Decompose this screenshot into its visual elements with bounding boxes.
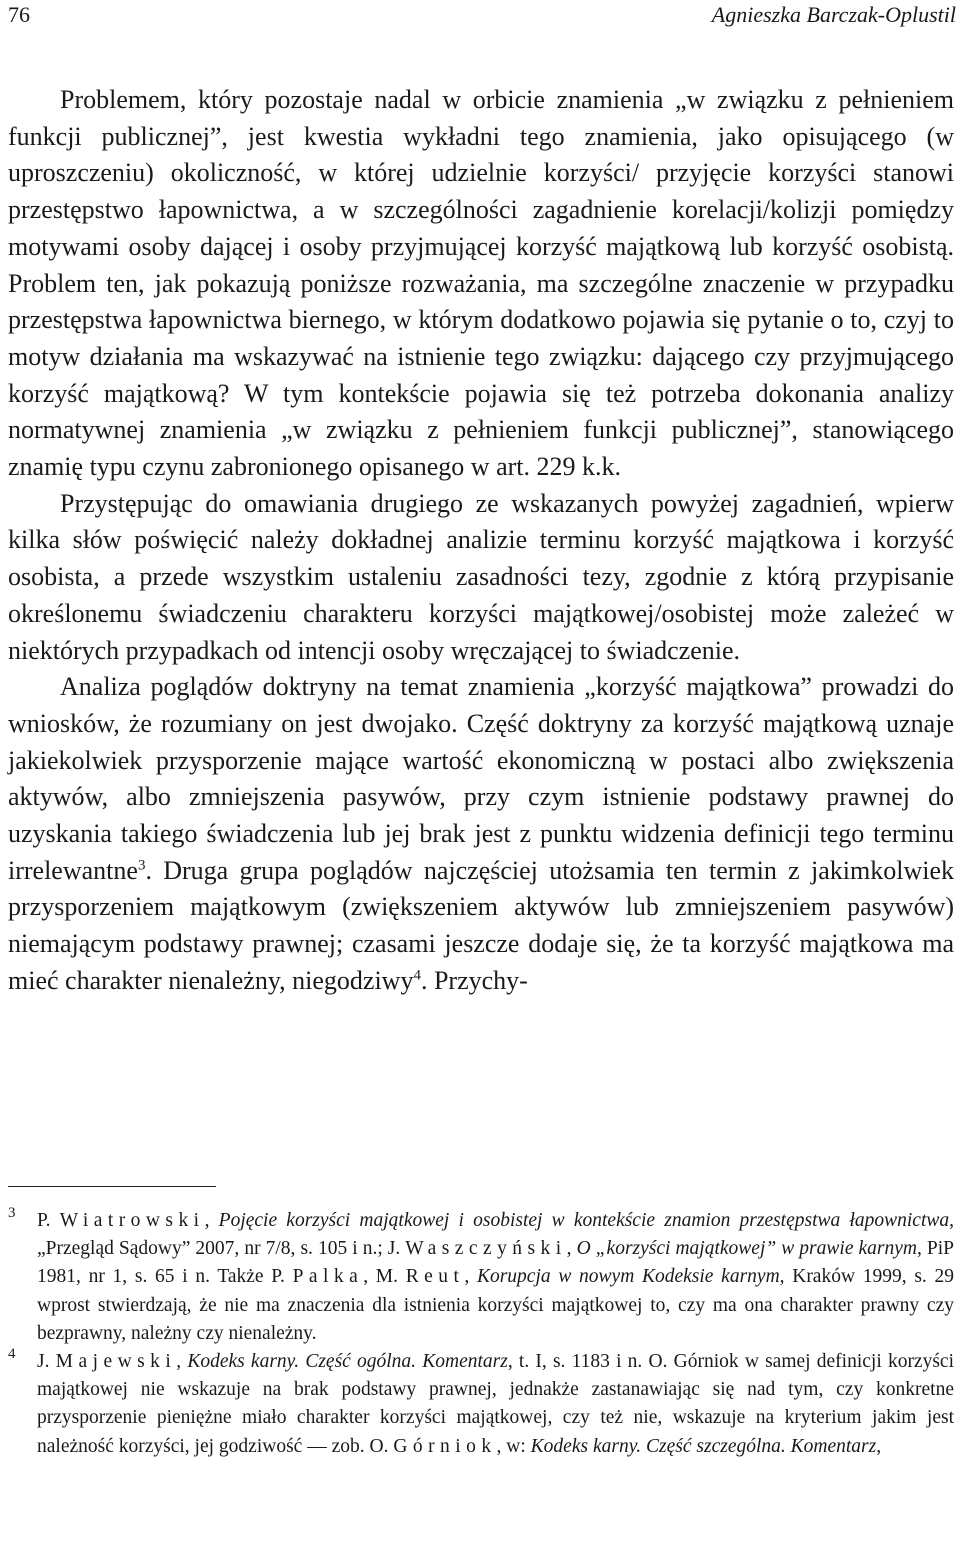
footnote-text: , Kraków 1999, s. 29 wprost stwierdzają, że nie ma znaczenia dla istnienia korzyści majątkowej to, czy ma ona charakter prawny czy bezprawny, należny czy nienależny. xyxy=(37,1266,954,1344)
footnote-text: , „Przegląd Sądowy” 2007, nr 7/8, s. 105 i n.; J. xyxy=(37,1210,955,1260)
footnotes xyxy=(8,1207,954,1461)
footnote-text: , t. I, s. 1183 i n. O. Górniok w samej definicji korzyści majątkowej nie wskazuje na brak podstawy prawnej, jednakże zastanawiając się nad tym, czy konkretne przysporzenie pieniężne miało charakter korzyści majątkowej, czy też nie, wskazuje na kryterium jakim jest należność korzyści, jej godziwość — zob. O. xyxy=(37,1351,955,1457)
footnote-text: , PiP 1981, nr 1, s. 65 i n. Także P. xyxy=(37,1238,955,1288)
main-text xyxy=(8,82,954,1000)
running-header xyxy=(0,0,960,34)
cited-author: Górniok xyxy=(393,1435,497,1457)
paragraph-3 xyxy=(8,669,954,999)
footnote-text: , xyxy=(176,1351,188,1373)
cited-title: O „korzyści majątkowej” w prawie karnym xyxy=(576,1238,917,1260)
paragraph-3-text-b: . Druga grupa poglądów najczęściej utożsamia ten termin z jakimkolwiek przysporzeniem majątkowym (zwiększeniem aktywów lub zmniejszeniem pasywów) niemającym podstawy prawnej; czasami jeszcze dodaje się, że ta korzyść majątkowa ma mieć charakter nienależny, niegodziwy xyxy=(8,855,954,995)
cited-author: Majewski xyxy=(55,1351,177,1373)
paragraph-3-text-c: . Przychy- xyxy=(420,965,528,995)
paragraph-3-text-a: Analiza poglądów doktryny na temat znamienia „korzyść majątkowa” prowadzi do wniosków, że rozumiany on jest dwojako. Część doktryny za korzyść majątkową uznaje jakiekolwiek przysporzenie mające wartość ekonomiczną w postaci albo zwiększenia aktywów, albo zmniejszenia pasywów, przy czym istnienie podstawy prawnej do uzyskania takiego świadczenia lub jej brak jest z punktu widzenia definicji tego terminu irrelewantne xyxy=(8,672,954,885)
cited-title: Kodeks karny. Część szczególna. Komentarz xyxy=(530,1435,877,1457)
footnote-4 xyxy=(8,1348,954,1461)
footnote-text: , w: xyxy=(496,1435,531,1457)
paragraph-1: Problemem, który pozostaje nadal w orbicie znamienia „w związku z pełnieniem funkcji publicznej”, jest kwestia wykładni tego znamienia, jako opisującego (w uproszczeniu) okoliczność, w której udzielnie korzyści/ przyjęcie korzyści stanowi przestępstwo łapownictwa, a w szczególności zagadnienie korelacji/kolizji pomiędzy motywami osoby dającej i osoby przyjmującej korzyść majątkową lub korzyść osobistą. Problem ten, jak pokazują poniższe rozważania, ma szczególne znaczenie w przypadku przestępstwa łapownictwa biernego, w którym dodatkowo pojawia się pytanie o to, czyj to motyw działania ma wskazywać na istnienie tego związku: dającego czy przyjmującego korzyść majątkową? W tym kontekście pojawia się też potrzeba dokonania analizy normatywnej znamienia „w związku z pełnieniem funkcji publicznej”, stanowiącego znamię typu czynu zabronionego opisanego w art. 229 k.k. xyxy=(8,85,954,482)
cited-title: Kodeks karny. Część ogólna. Komentarz xyxy=(187,1351,508,1373)
cited-title: Korupcja w nowym Kodeksie karnym xyxy=(476,1266,780,1288)
footnote-text: P. xyxy=(37,1210,60,1231)
cited-title: Pojęcie korzyści majątkowej i osobistej w kontekście znamion przestępstwa łapownictwa xyxy=(218,1210,950,1231)
page-number: 76 xyxy=(8,2,30,27)
footnote-ref-3[interactable]: 3 xyxy=(137,857,146,874)
paragraph-2: Przystępując do omawiania drugiego ze wskazanych powyżej zagadnień, wpierw kilka słów poświęcić należy dokładnej analizie terminu korzyść majątkowa i korzyść osobista, a przede wszystkim ustaleniu zasadności tezy, zgodnie z którą przypisanie określonemu świadczeniu charakteru korzyści majątkowej/osobistej może zależeć w niektórych przypadkach od intencji osoby wręczającej to świadczenie. xyxy=(8,488,954,665)
footnote-3 xyxy=(8,1207,954,1348)
cited-author: Waszczyński xyxy=(405,1238,567,1260)
footnote-text: , xyxy=(566,1238,577,1260)
footnote-number: 3 xyxy=(8,1205,16,1221)
footnote-separator xyxy=(8,1186,216,1187)
footnote-text: , xyxy=(464,1266,477,1288)
running-header-author: Agnieszka Barczak-Oplustil xyxy=(711,2,956,27)
footnote-text: , xyxy=(204,1210,219,1231)
cited-author: Palka xyxy=(292,1266,364,1288)
footnote-text: , M. xyxy=(363,1266,406,1288)
footnote-ref-4[interactable]: 4 xyxy=(413,967,421,984)
cited-author: Reut xyxy=(405,1266,465,1288)
footnote-number: 4 xyxy=(8,1346,16,1363)
footnote-text: , xyxy=(876,1435,882,1457)
footnote-text: J. xyxy=(37,1351,56,1373)
cited-author: Wiatrowski xyxy=(59,1210,205,1231)
